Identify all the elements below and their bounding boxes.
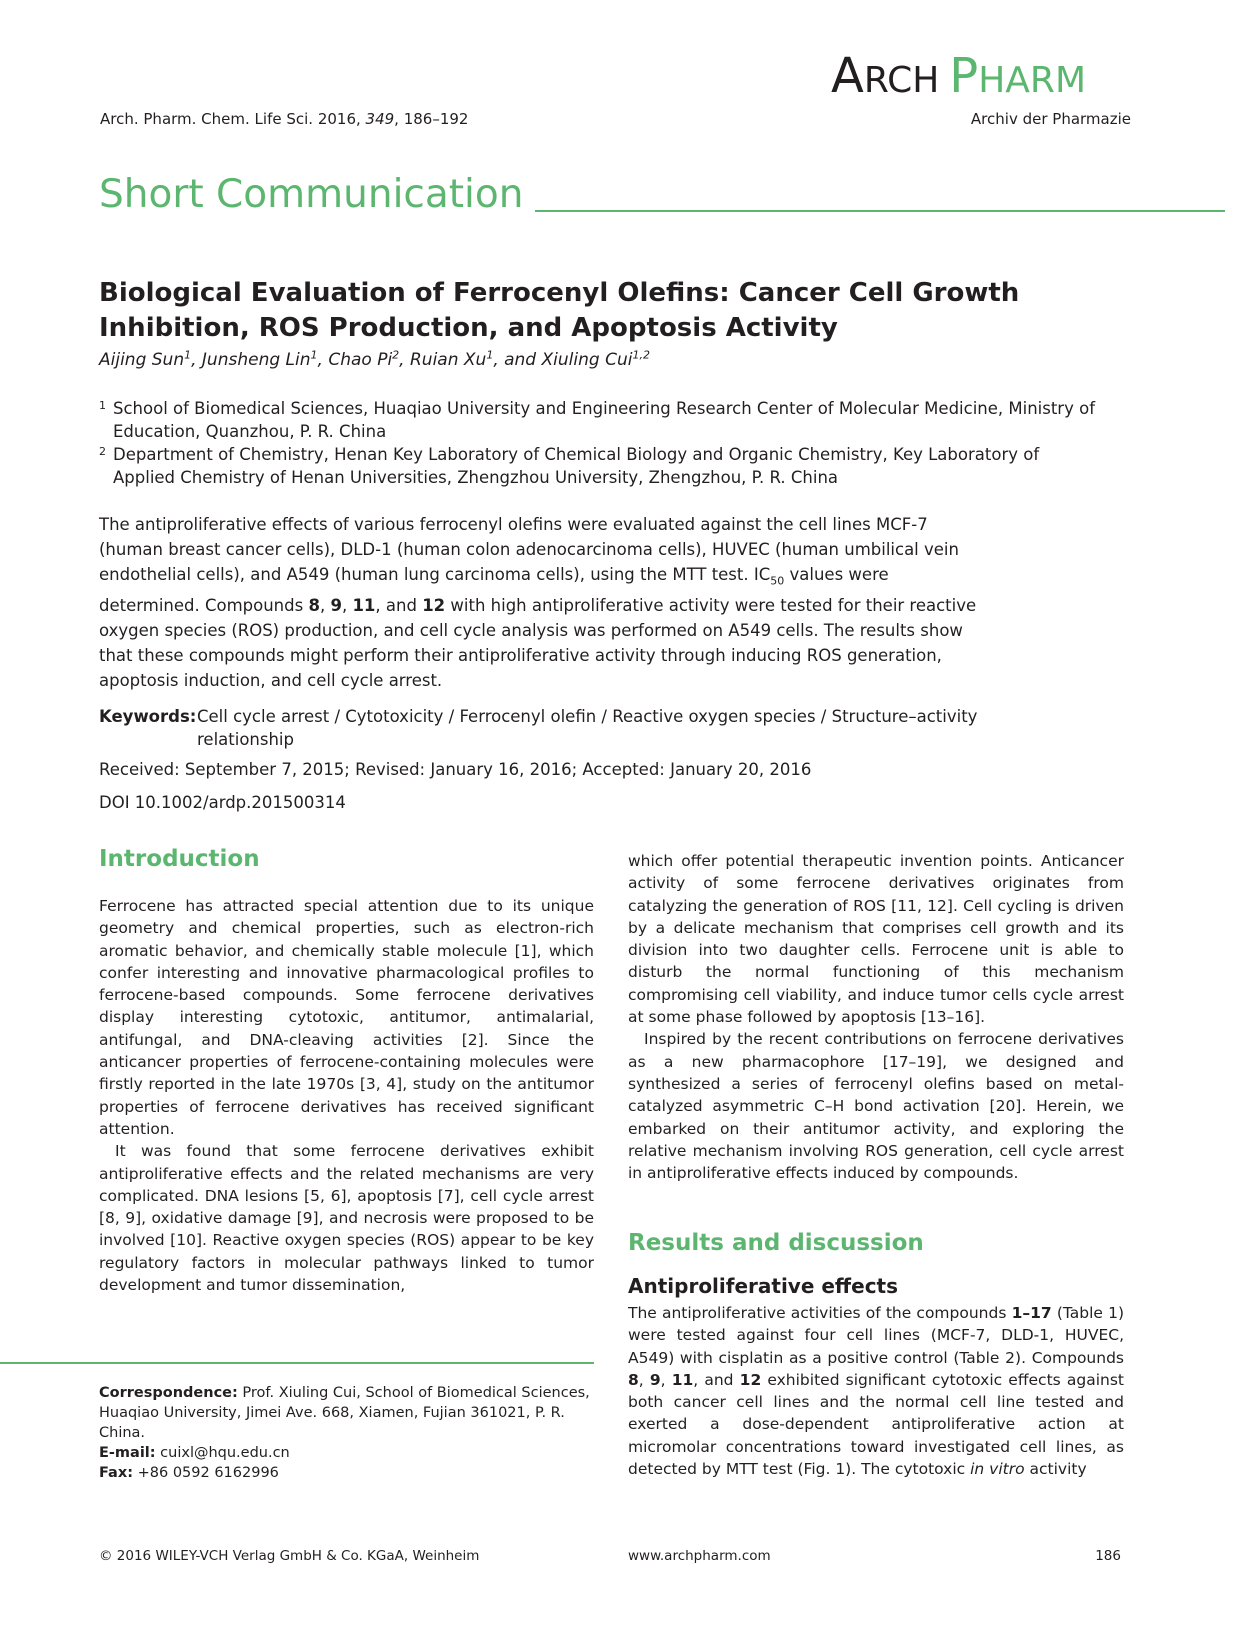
logo-pharm-rest: HARM bbox=[978, 60, 1087, 101]
author: Chao Pi$^2$, bbox=[328, 348, 410, 370]
paragraph: which offer potential therapeutic invention points. Anticancer activity of some ferrocene derivatives originates from catalyzing the generation of ROS [11, 12]. Cell cycling is driven by a delicate mechanism that comprises cell growth and its division into two daughter cells. Ferrocene unit is able to disturb the normal functioning of this mechanism compromising cell viability, and induce tumor cells cycle arrest at some phase followed by apoptosis [13–16]. bbox=[628, 852, 1124, 1027]
results-paragraph bbox=[628, 1302, 1124, 1480]
section-type-heading: Short Communication bbox=[99, 172, 524, 217]
paragraph: Ferrocene has attracted special attention due to its unique geometry and chemical properties, such as electron-rich aromatic behavior, and chemically stable molecule [1], which confer interesting and innovative pharmacological profiles to ferrocene-based compounds. Some ferrocene derivatives display interesting cytotoxic, antitumor, antimalarial, antifungal, and DNA-cleaving activities [2]. Since the anticancer properties of ferrocene-containing molecules were firstly reported in the late 1970s [3, 4], study on the antitumor properties of ferrocene derivatives has received significant attention. bbox=[99, 897, 594, 1138]
article-title: Biological Evaluation of Ferrocenyl Olefins: Cancer Cell Growth Inhibition, ROS Production, and Apoptosis Activity bbox=[99, 278, 1020, 343]
logo-pharm-initial: P bbox=[949, 48, 979, 104]
results-heading: Results and discussion bbox=[628, 1230, 924, 1256]
doi[interactable]: DOI 10.1002/ardp.201500314 bbox=[99, 793, 346, 812]
keywords bbox=[99, 705, 1019, 751]
paragraph: It was found that some ferrocene derivatives exhibit antiproliferative effects and the related mechanisms are very complicated. DNA lesions [5, 6], apoptosis [7], cell cycle arrest [8, 9], oxidative damage [9], and necrosis were proposed to be involved [10]. Reactive oxygen species (ROS) appear to be key regulatory factors in molecular pathways linked to tumor development and tumor dissemination, bbox=[99, 1142, 594, 1295]
author: Junsheng Lin$^1$, bbox=[201, 348, 329, 370]
author: Ruian Xu$^1$, and bbox=[409, 348, 542, 370]
journal-ref-pages: , 186–192 bbox=[394, 110, 469, 128]
email-link[interactable]: cuixl@hqu.edu.cn bbox=[155, 1445, 290, 1461]
page-number: 186 bbox=[1095, 1548, 1121, 1564]
section-rule bbox=[535, 210, 1225, 212]
affiliation: 1 School of Biomedical Sciences, Huaqiao University and Engineering Research Center of Molecular Medicine, Ministry of Education, Quanzhou, P. R. China bbox=[99, 399, 1096, 441]
keywords-values: Cell cycle arrest / Cytotoxicity / Ferrocenyl olefin / Reactive oxygen species / Structure–activity relationship bbox=[197, 707, 978, 749]
received-dates: Received: September 7, 2015; Revised: January 16, 2016; Accepted: January 20, 2016 bbox=[99, 760, 812, 779]
antiproliferative-heading: Antiproliferative effects bbox=[628, 1274, 899, 1298]
copyright-notice: © 2016 WILEY-VCH Verlag GmbH & Co. KGaA, Weinheim bbox=[99, 1548, 480, 1564]
journal-ref-prefix: Arch. Pharm. Chem. Life Sci. 2016, bbox=[100, 110, 366, 128]
affiliation: 2 Department of Chemistry, Henan Key Laboratory of Chemical Biology and Organic Chemistry, Key Laboratory of Applied Chemistry of Henan Universities, Zhengzhou University, Zhengzhou, P. R. China bbox=[99, 445, 1040, 487]
author-list bbox=[99, 348, 650, 370]
right-column bbox=[628, 850, 1124, 1184]
journal-logo bbox=[831, 48, 1087, 104]
paragraph: Inspired by the recent contributions on ferrocene derivatives as a new pharmacophore [17–19], we designed and synthesized a series of ferrocenyl olefins based on metal-catalyzed asymmetric C–H bond activation [20]. Herein, we embarked on their antitumor activity, and exploring the relative mechanism involving ROS generation, cell cycle arrest in antiproliferative effects induced by compounds. bbox=[628, 1030, 1124, 1183]
journal-reference bbox=[100, 110, 468, 128]
author: Aijing Sun$^1$, bbox=[99, 348, 202, 370]
abstract: The antiproliferative effects of various ferrocenyl olefins were evaluated against the cell lines MCF-7 (human breast cancer cells), DLD-1 (human colon adenocarcinoma cells), HUVEC (human umbilical vein endothelial cells), and A549 (human lung carcinoma cells), using the MTT test. $IC_{50}$ values were determined. Compounds 8, 9, 11, and 12 with high antiproliferative activity were tested for their reactive oxygen species (ROS) production, and cell cycle analysis was performed on A549 cells. The results show that these compounds might perform their antiproliferative activity through inducing ROS generation, apoptosis induction, and cell cycle arrest. bbox=[99, 515, 977, 691]
logo-arch-initial: A bbox=[831, 48, 864, 104]
author: Xiuling Cui$^{1,2}$ bbox=[541, 348, 650, 370]
keywords-label: Keywords: bbox=[99, 707, 197, 726]
logo-arch-rest: RCH bbox=[863, 60, 940, 101]
correspondence-rule bbox=[0, 1362, 594, 1364]
left-column bbox=[99, 895, 594, 1296]
correspondence: Correspondence: Prof. Xiuling Cui, School of Biomedical Sciences, Huaqiao University, Jimei Ave. 668, Xiamen, Fujian 361021, P. R. China. E-mail: cuixl@hqu.edu.cn Fax: +86 0592 6162996 bbox=[99, 1385, 590, 1481]
journal-ref-volume: 349 bbox=[365, 110, 395, 128]
logo-subtitle: Archiv der Pharmazie bbox=[970, 110, 1131, 128]
website-link[interactable]: www.archpharm.com bbox=[628, 1548, 771, 1564]
introduction-heading: Introduction bbox=[99, 846, 260, 872]
paragraph: The antiproliferative activities of the compounds 1–17 (Table 1) were tested against four cell lines (MCF-7, DLD-1, HUVEC, A549) with cisplatin as a positive control (Table 2). Compounds 8, 9, 11, and 12 exhibited significant cytotoxic effects against both cancer cell lines and the normal cell line tested and exerted a dose-dependent antiproliferative action at micromolar concentrations toward investigated cell lines, as detected by MTT test (Fig. 1). The cytotoxic in vitro activity bbox=[628, 1304, 1124, 1479]
